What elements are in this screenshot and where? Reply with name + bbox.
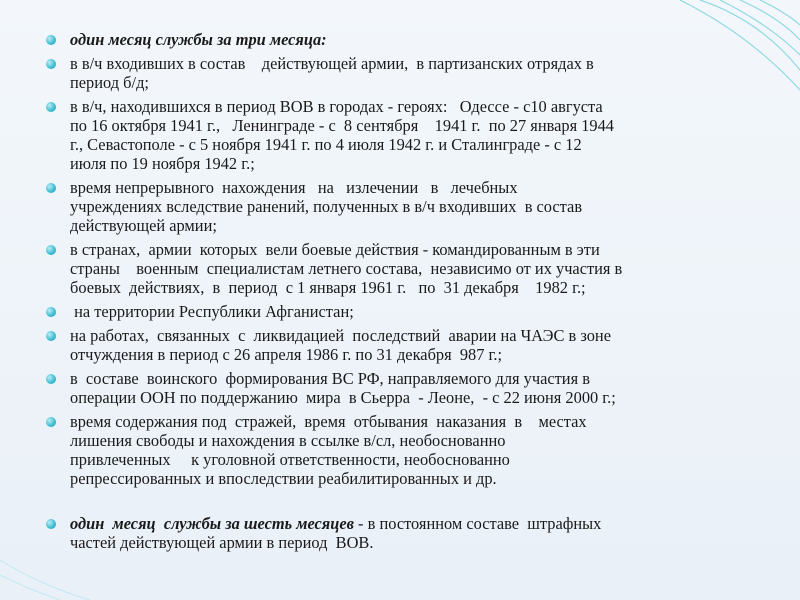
item-line: период б/д; [70, 73, 149, 92]
item-line: время непрерывного нахождения на излечении в лечебных [70, 178, 518, 197]
list-item [46, 412, 766, 488]
item-line: репрессированных и впоследствии реабилитированных и др. [70, 469, 497, 488]
item-line: время содержания под стражей, время отбывания наказания в местах [70, 412, 587, 431]
slide-content [46, 30, 766, 557]
bullet-icon [46, 59, 56, 69]
item-line: действующей армии; [70, 216, 217, 235]
bullet-icon [46, 417, 56, 427]
item-line: в в/ч, находившихся в период ВОВ в городах - героях: Одессе - с10 августа [70, 97, 603, 116]
bullet-icon [46, 35, 56, 45]
item-line: в составе воинского формирования ВС РФ, направляемого для участия в [70, 369, 590, 388]
item-line: учреждениях вследствие ранений, полученных в в/ч входивших в состав [70, 197, 583, 216]
item-line: страны военным специалистам летнего состава, независимо от их участия в [70, 259, 623, 278]
list-item [46, 302, 766, 321]
list-item-final [46, 514, 766, 552]
list-item [46, 97, 766, 173]
item-line: привлеченных к уголовной ответственности, необоснованно [70, 450, 510, 469]
item-line: в в/ч входивших в состав действующей армии, в партизанских отрядах в [70, 54, 594, 73]
item-line [70, 514, 766, 533]
item-line: операции ООН по поддержанию мира в Сьерра - Леоне, - с 22 июня 2000 г.; [70, 388, 616, 407]
bullet-icon [46, 374, 56, 384]
item-line: г., Севастополе - с 5 ноября 1941 г. по 4 июля 1942 г. и Сталинграде - с 12 [70, 135, 582, 154]
bullet-icon [46, 102, 56, 112]
bullet-icon [46, 245, 56, 255]
bullet-icon [46, 307, 56, 317]
bullet-icon [46, 331, 56, 341]
list-item [46, 369, 766, 407]
heading-line: один месяц службы за три месяца: [70, 30, 327, 49]
item-text: - в постоянном составе штрафных [353, 514, 602, 533]
list-item [46, 54, 766, 92]
list-item [46, 178, 766, 235]
list-item [46, 240, 766, 297]
heading-inline: один месяц службы за шесть месяцев [70, 514, 354, 533]
item-line: отчуждения в период с 26 апреля 1986 г. по 31 декабря 987 г.; [70, 345, 503, 364]
item-line: боевых действиях, в период с 1 января 1961 г. по 31 декабря 1982 г.; [70, 278, 586, 297]
item-line: по 16 октября 1941 г., Ленинграде - с 8 сентября 1941 г. по 27 января 1944 [70, 116, 615, 135]
list-item [46, 30, 766, 49]
item-line: частей действующей армии в период ВОВ. [70, 533, 374, 552]
bullet-icon [46, 183, 56, 193]
item-line: лишения свободы и нахождения в ссылке в/сл, необоснованно [70, 431, 506, 450]
bullet-icon [46, 519, 56, 529]
item-line: на работах, связанных с ликвидацией последствий аварии на ЧАЭС в зоне [70, 326, 611, 345]
item-line: июля по 19 ноября 1942 г.; [70, 154, 255, 173]
list-item [46, 326, 766, 364]
item-line: на территории Республики Афганистан; [70, 302, 354, 321]
item-line: в странах, армии которых вели боевые действия - командированным в эти [70, 240, 600, 259]
